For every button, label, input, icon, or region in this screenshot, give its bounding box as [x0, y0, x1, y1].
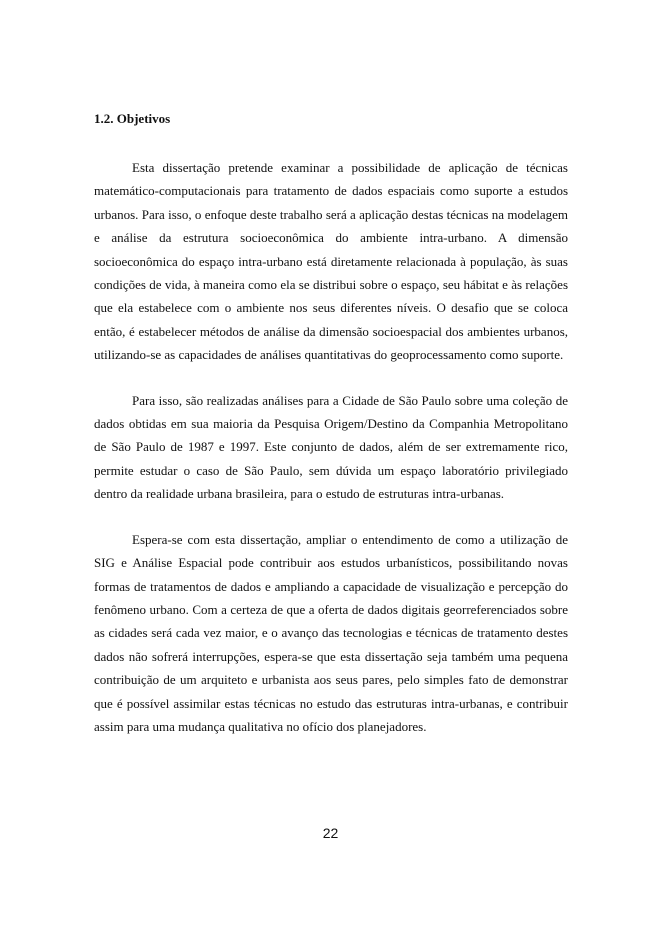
section-heading: 1.2. Objetivos: [94, 111, 171, 126]
paragraph-2: Para isso, são realizadas análises para a Cidade de São Paulo sobre uma coleção de dados obtidas em sua maioria da Pesquisa Origem/Destino da Companhia Metropolitano de São Paulo de 1987 e 1997. Este conjunto de dados, além de ser extremamente rico, permite estudar o caso de São Paulo, sem dúvida um espaço laboratório privilegiado dentro da realidade urbana brasileira, para o estudo de estruturas intra-urbanas.: [94, 392, 568, 502]
document-page: [94, 110, 568, 738]
page-number: 22: [322, 825, 339, 841]
paragraph-1: Esta dissertação pretende examinar a possibilidade de aplicação de técnicas matemático-computacionais para tratamento de dados espaciais como suporte a estudos urbanos. Para isso, o enfoque deste trabalho será a aplicação destas técnicas na modelagem e análise da estrutura socioeconômica do ambiente intra-urbano. A dimensão socioeconômica do espaço intra-urbano está diretamente relacionada à população, às suas condições de vida, à maneira como ela se distribui sobre o espaço, seu hábitat e às relações que ela estabelece com o ambiente nos seus diferentes níveis. O desafio que se coloca então, é estabelecer métodos de análise da dimensão socioespacial dos ambientes urbanos, utilizando-se as capacidades de análises quantitativas do geoprocessamento como suporte.: [94, 160, 568, 363]
paragraph-3: Espera-se com esta dissertação, ampliar o entendimento de como a utilização de SIG e Análise Espacial pode contribuir aos estudos urbanísticos, possibilitando novas formas de tratamentos de dados e ampliando a capacidade de visualização e percepção do fenômeno urbano. Com a certeza de que a oferta de dados digitais georreferenciados sobre as cidades será cada vez maior, e o avanço das tecnologias e técnicas de tratamento destes dados não sofrerá interrupções, espera-se que esta dissertação seja também uma pequena contribuição de um arquiteto e urbanista aos seus pares, pelo simples fato de demonstrar que é possível assimilar estas técnicas no estudo das estruturas intra-urbanas, e contribuir assim para uma mudança qualitativa no ofício dos planejadores.: [94, 531, 568, 734]
